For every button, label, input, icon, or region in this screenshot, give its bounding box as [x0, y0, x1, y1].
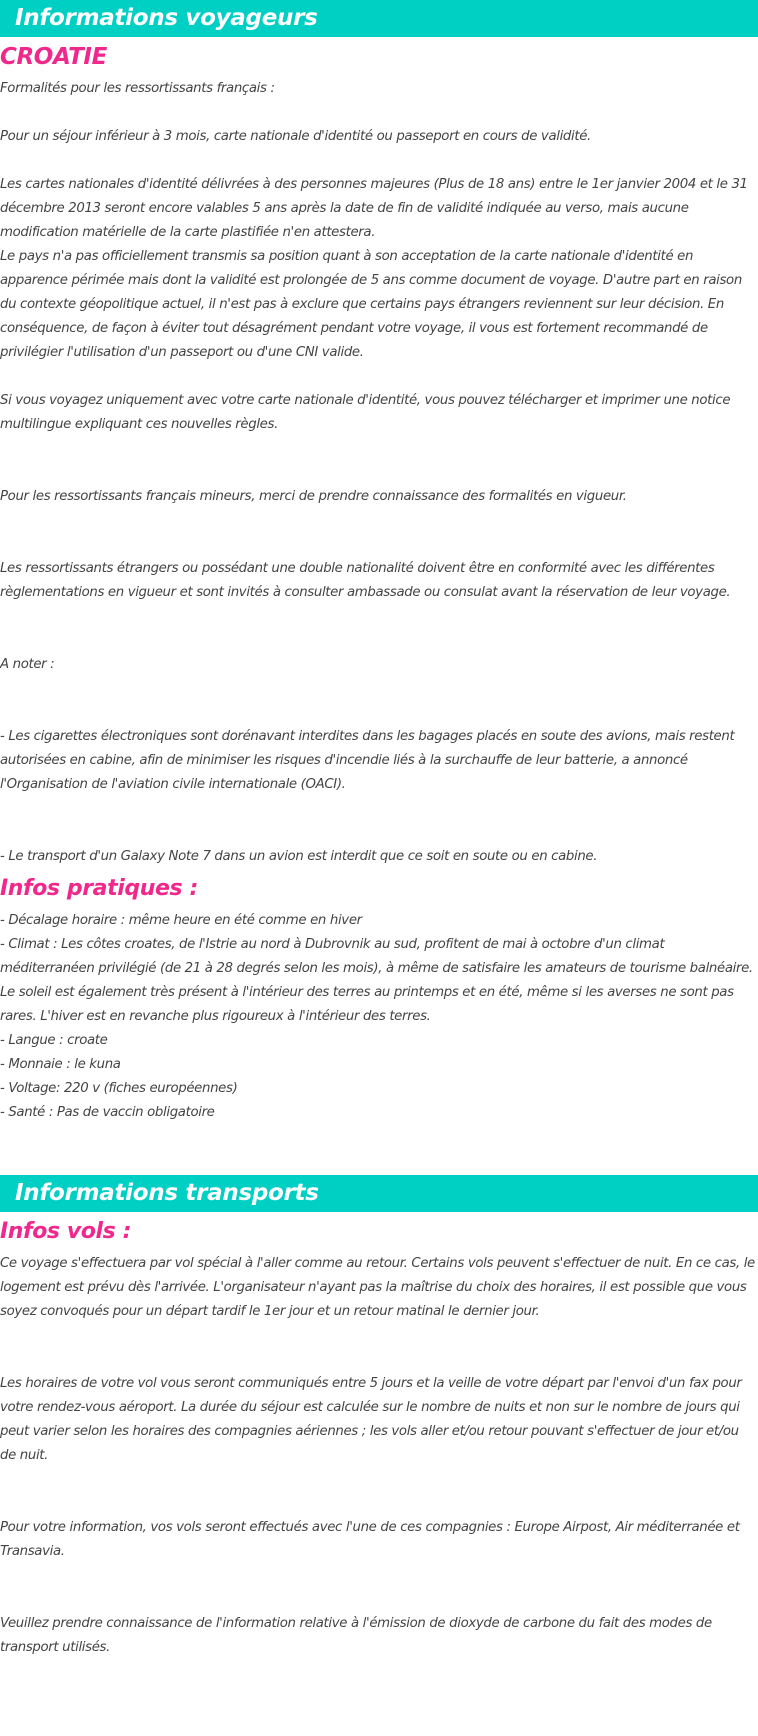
list-item: - Monnaie : le kuna [0, 1057, 121, 1072]
foreign-nationals: Les ressortissants étrangers ou possédant une double nationalité doivent être en conformité avec les différentes règlementations en vigueur et sont invités à consulter ambassade ou consulat avant la réservation de leur voyage. [0, 561, 731, 600]
formalities-intro: Formalités pour les ressortissants français : [0, 81, 275, 96]
list-item: - Voltage: 220 v (fiches européennes) [0, 1081, 238, 1096]
flight-info-heading: Infos vols : [0, 1219, 132, 1244]
co2-emission-info: Veuillez prendre connaissance de l'information relative à l'émission de dioxyde de carbone du fait des modes de transport utilisés. [0, 1616, 712, 1655]
list-item: - Décalage horaire : même heure en été comme en hiver [0, 913, 362, 928]
stay-requirement: Pour un séjour inférieur à 3 mois, carte nationale d'identité ou passeport en cours de validité. [0, 129, 591, 144]
galaxy-note-note: - Le transport d'un Galaxy Note 7 dans un avion est interdit que ce soit en soute ou en cabine. [0, 849, 598, 864]
id-card-validity: Les cartes nationales d'identité délivrées à des personnes majeures (Plus de 18 ans) entre le 1er janvier 2004 et le 31 décembre 2013 seront encore valables 5 ans après la date de fin de validité indiquée au verso, mais aucune modification matérielle de la carte plastifiée n'en attestera. [0, 177, 748, 240]
transport-section-title: Informations transports [15, 1180, 319, 1206]
list-item: - Langue : croate [0, 1033, 108, 1048]
transport-section-bar [0, 1175, 758, 1212]
special-flight-info: Ce voyage s'effectuera par vol spécial à l'aller comme au retour. Certains vols peuvent s'effectuer de nuit. En ce cas, le logement est prévu dès l'arrivée. L'organisateur n'ayant pas la maîtrise du choix des horaires, il est possible que vous soyez convoqués pour un départ tardif le 1er jour et un retour matinal le dernier jour. [0, 1256, 755, 1319]
list-item: - Climat : Les côtes croates, de l'Istrie au nord à Dubrovnik au sud, profitent de mai à octobre d'un climat méditerranéen privilégié (de 21 à 28 degrés selon les mois), à même de satisfaire les amateurs de tourisme balnéaire. Le soleil est également très présent à l'intérieur des terres au printemps et en été, même si les averses ne sont pas rares. L'hiver est en revanche plus rigoureux à l'intérieur des terres. [0, 937, 753, 1024]
id-card-notice: Si vous voyagez uniquement avec votre carte nationale d'identité, vous pouvez télécharger et imprimer une notice multilingue expliquant ces nouvelles règles. [0, 393, 731, 432]
note-label: A noter : [0, 657, 55, 672]
practical-info-heading: Infos pratiques : [0, 876, 198, 901]
list-item: - Santé : Pas de vaccin obligatoire [0, 1105, 215, 1120]
traveler-section-bar [0, 0, 758, 37]
flight-schedule-info: Les horaires de votre vol vous seront communiqués entre 5 jours et la veille de votre départ par l'envoi d'un fax pour votre rendez-vous aéroport. La durée du séjour est calculée sur le nombre de nuits et non sur le nombre de jours qui peut varier selon les horaires des compagnies aériennes ; les vols aller et/ou retour pouvant s'effectuer de jour et/ou de nuit. [0, 1376, 742, 1463]
practical-info-list [0, 909, 758, 1125]
minors-formalities: Pour les ressortissants français mineurs, merci de prendre connaissance des formalités en vigueur. [0, 489, 627, 504]
traveler-section-title: Informations voyageurs [15, 5, 318, 31]
country-heading: CROATIE [0, 44, 107, 70]
id-card-acceptance: Le pays n'a pas officiellement transmis sa position quant à son acceptation de la carte nationale d'identité en apparence périmée mais dont la validité est prolongée de 5 ans comme document de voyage. D'autre part en raison du contexte géopolitique actuel, il n'est pas à exclure que certains pays étrangers reviennent sur leur décision. En conséquence, de façon à éviter tout désagrément pendant votre voyage, il vous est fortement recommandé de privilégier l'utilisation d'un passeport ou d'une CNI valide. [0, 249, 742, 360]
airlines-info: Pour votre information, vos vols seront effectués avec l'une de ces compagnies : Europe Airpost, Air méditerranée et Transavia. [0, 1520, 740, 1559]
e-cigarettes-note: - Les cigarettes électroniques sont dorénavant interdites dans les bagages placés en soute des avions, mais restent autorisées en cabine, afin de minimiser les risques d'incendie liés à la surchauffe de leur batterie, a annoncé l'Organisation de l'aviation civile internationale (OACI). [0, 729, 735, 792]
